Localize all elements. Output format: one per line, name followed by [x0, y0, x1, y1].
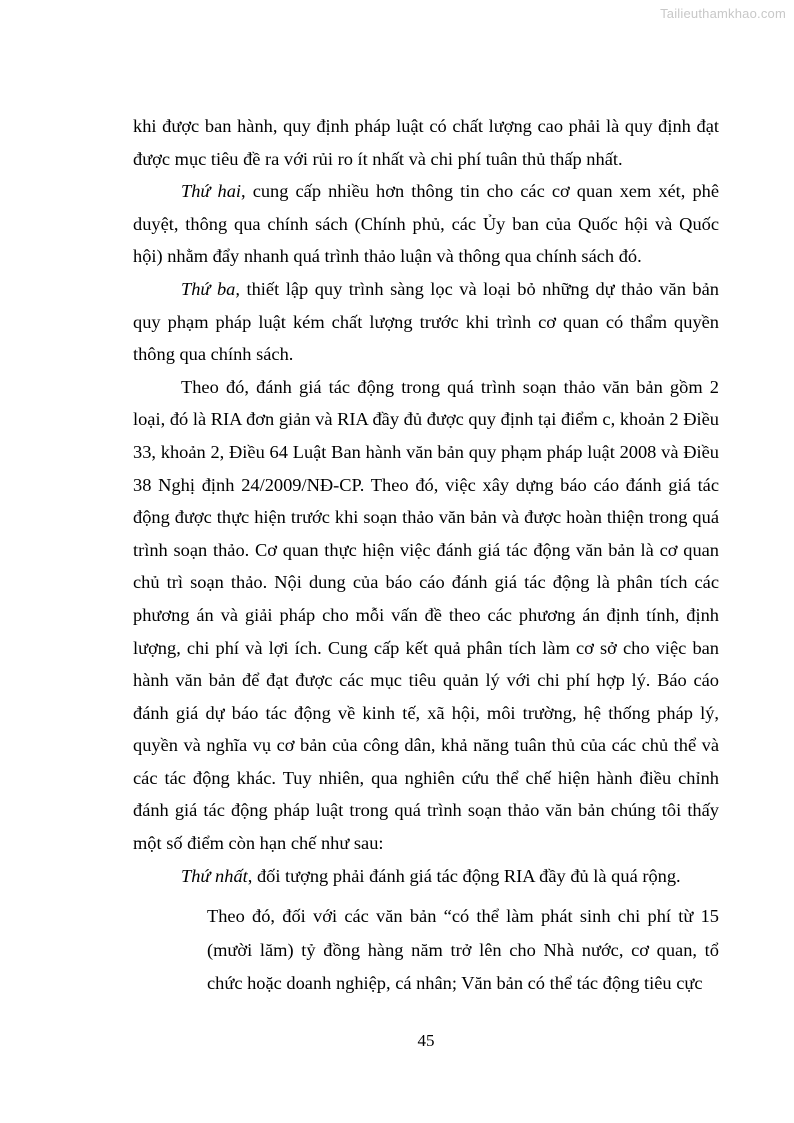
document-page [133, 110, 719, 1001]
paragraph-theo-do [133, 371, 719, 860]
paragraph-text: , đối tượng phải đánh giá tác động RIA đầy đủ là quá rộng. [247, 865, 681, 886]
watermark-text: Tailieuthamkhao.com [660, 6, 786, 21]
paragraph-lead-italic: Thứ ba, [181, 278, 240, 299]
paragraph-lead-italic: Thứ hai [181, 181, 242, 202]
paragraph-text: Theo đó, đánh giá tác động trong quá trình soạn thảo văn bản gồm 2 loại, đó là RIA đơn giản và RIA đầy đủ được quy định tại điểm c, khoản 2 Điều 33, khoản 2, Điều 64 Luật Ban hành văn bản quy phạm pháp luật 2008 và Điều 38 Nghị định 24/2009/NĐ-CP. Theo đó, việc xây dựng báo cáo đánh giá tác động được thực hiện trước khi soạn thảo văn bản và được hoàn thiện trong quá trình soạn thảo. Cơ quan thực hiện việc đánh giá tác động văn bản là cơ quan chủ trì soạn thảo. Nội dung của báo cáo đánh giá tác động là phân tích các phương án và giải pháp cho mỗi vấn đề theo các phương án định tính, định lượng, chi phí và lợi ích. Cung cấp kết quả phân tích làm cơ sở cho việc ban hành văn bản để đạt được các mục tiêu quản lý với chi phí hợp lý. Báo cáo đánh giá dự báo tác động về kinh tế, xã hội, môi trường, hệ thống pháp lý, quyền và nghĩa vụ cơ bản của công dân, khả năng tuân thủ của các chủ thể và các tác động khác. Tuy nhiên, qua nghiên cứu thể chế hiện hành điều chỉnh đánh giá tác động pháp luật trong quá trình soạn thảo văn bản chúng tôi thấy một số điểm còn hạn chế như sau: [133, 376, 719, 854]
paragraph-thu-ba [133, 273, 719, 371]
paragraph-thu-hai [133, 175, 719, 273]
paragraph-continuation [133, 110, 719, 175]
paragraph-text: , cung cấp nhiều hơn thông tin cho các cơ quan xem xét, phê duyệt, thông qua chính sách (Chính phủ, các Ủy ban của Quốc hội và Quốc hội) nhằm đẩy nhanh quá trình thảo luận và thông qua chính sách đó. [133, 181, 719, 267]
paragraph-thu-nhat [133, 860, 719, 893]
block-quote: Theo đó, đối với các văn bản “có thể làm phát sinh chi phí từ 15 (mười lăm) tỷ đồng hàng năm trở lên cho Nhà nước, cơ quan, tổ chức hoặc doanh nghiệp, cá nhân; Văn bản có thể tác động tiêu cực [207, 906, 719, 994]
page-number: 45 [417, 1031, 435, 1050]
paragraph-lead-italic: Thứ nhất [181, 865, 248, 886]
paragraph-text: thiết lập quy trình sàng lọc và loại bỏ những dự thảo văn bản quy phạm pháp luật kém chất lượng trước khi trình cơ quan có thẩm quyền thông qua chính sách. [133, 278, 719, 365]
paragraph-text: khi được ban hành, quy định pháp luật có chất lượng cao phải là quy định đạt được mục tiêu đề ra với rủi ro ít nhất và chi phí tuân thủ thấp nhất. [133, 116, 719, 169]
